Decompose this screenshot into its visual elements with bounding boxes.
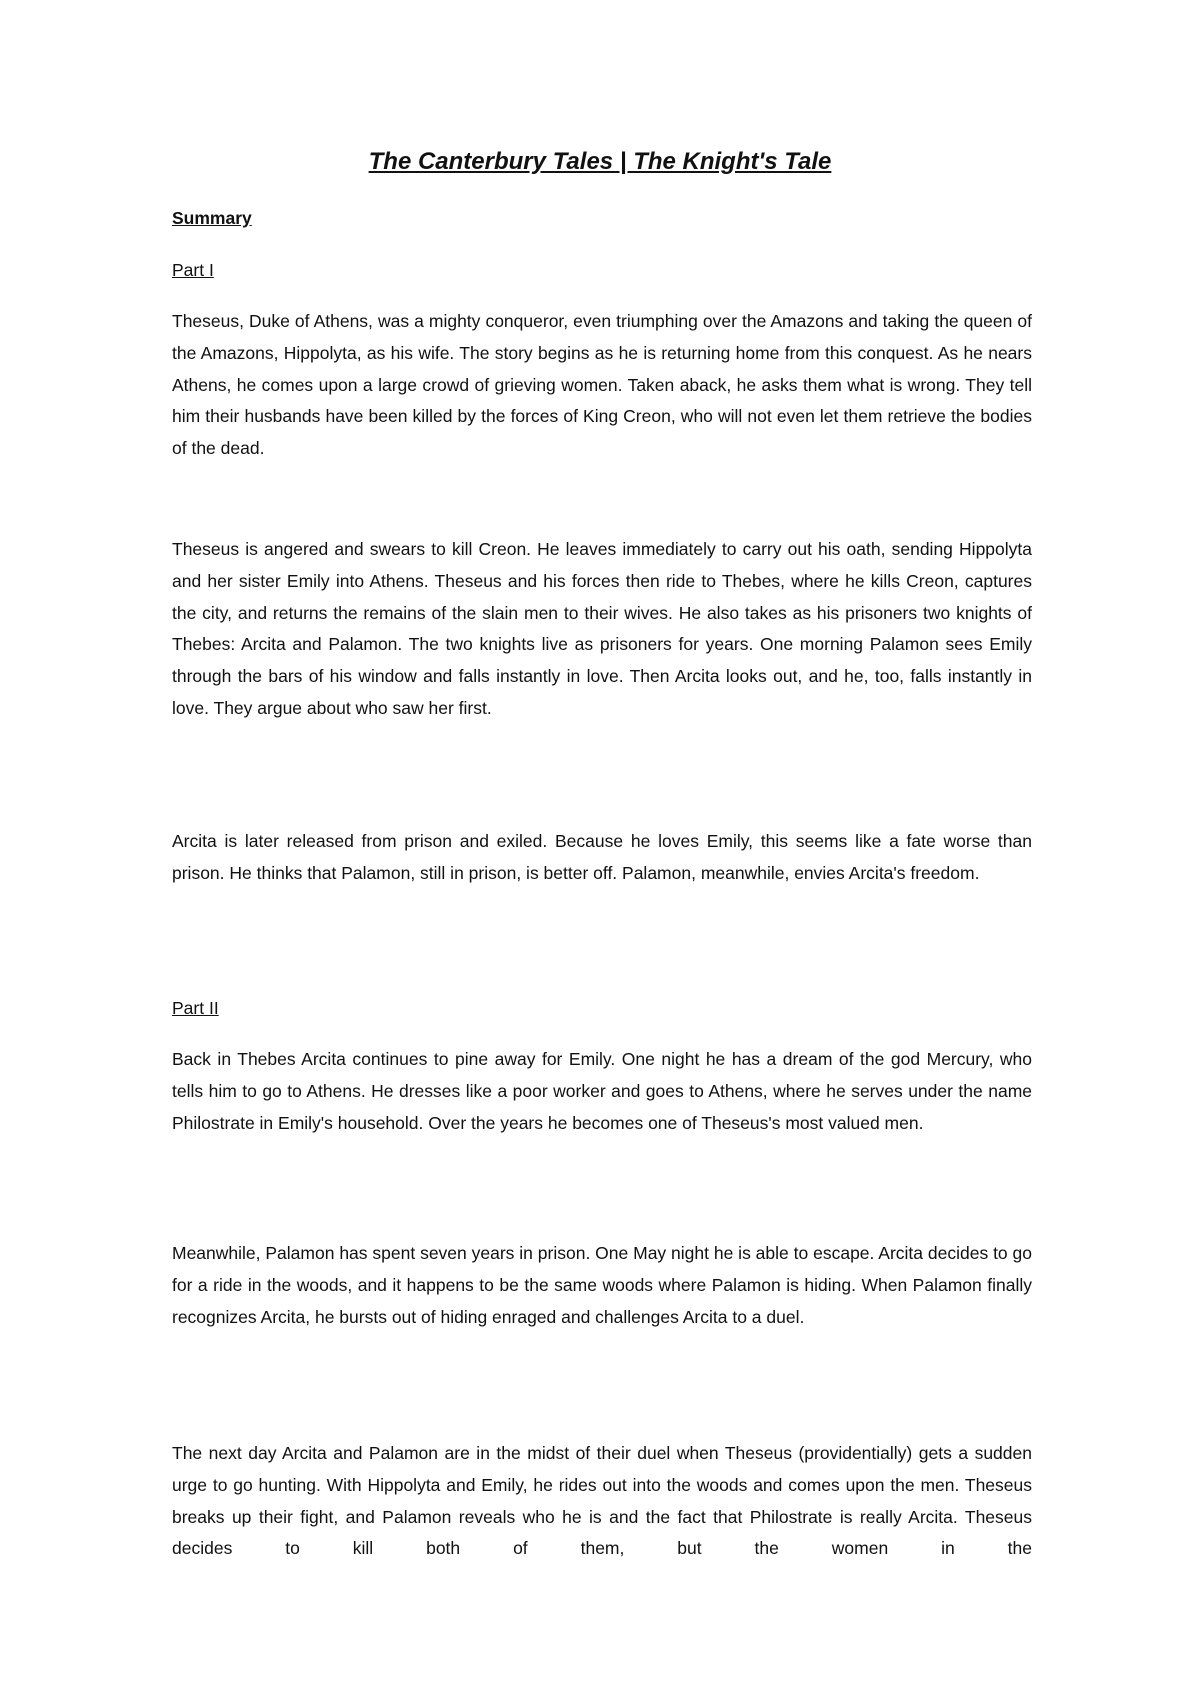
part-1-paragraph: Theseus is angered and swears to kill Creon. He leaves immediately to carry out his oath, sending Hippolyta and her sister Emily into Athens. Theseus and his forces then ride to Thebes, where he kills Creon, captures the city, and returns the remains of the slain men to their wives. He also takes as his prisoners two knights of Thebes: Arcita and Palamon. The two knights live as prisoners for years. One morning Palamon sees Emily through the bars of his window and falls instantly in love. Then Arcita looks out, and he, too, falls instantly in love. They argue about who saw her first. [172, 539, 1032, 718]
part-2-heading: Part II [172, 998, 219, 1018]
part-1-paragraph: Theseus, Duke of Athens, was a mighty conqueror, even triumphing over the Amazons and taking the queen of the Amazons, Hippolyta, as his wife. The story begins as he is returning home from this conquest. As he nears Athens, he comes upon a large crowd of grieving women. Taken aback, he asks them what is wrong. They tell him their husbands have been killed by the forces of King Creon, who will not even let them retrieve the bodies of the dead. [172, 311, 1032, 459]
document-title: The Canterbury Tales | The Knight's Tale [368, 148, 832, 175]
part-1-paragraph: Arcita is later released from prison and exiled. Because he loves Emily, this seems like a fate worse than prison. He thinks that Palamon, still in prison, is better off. Palamon, meanwhile, envies Arcita's freedom. [172, 831, 1032, 883]
part-2-paragraph: The next day Arcita and Palamon are in the midst of their duel when Theseus (providentially) gets a sudden urge to go hunting. With Hippolyta and Emily, he rides out into the woods and comes upon the men. Theseus breaks up their fight, and Palamon reveals who he is and the fact that Philostrate is really Arcita. Theseus decides to kill both of them, but the women in the [172, 1443, 1032, 1559]
part-1-heading: Part I [172, 260, 214, 280]
summary-heading: Summary [172, 208, 252, 228]
part-2-paragraph: Meanwhile, Palamon has spent seven years in prison. One May night he is able to escape. Arcita decides to go for a ride in the woods, and it happens to be the same woods where Palamon is hiding. When Palamon finally recognizes Arcita, he bursts out of hiding enraged and challenges Arcita to a duel. [172, 1243, 1032, 1327]
part-2-paragraph: Back in Thebes Arcita continues to pine away for Emily. One night he has a dream of the god Mercury, who tells him to go to Athens. He dresses like a poor worker and goes to Athens, where he serves under the name Philostrate in Emily's household. Over the years he becomes one of Theseus's most valued men. [172, 1049, 1032, 1133]
